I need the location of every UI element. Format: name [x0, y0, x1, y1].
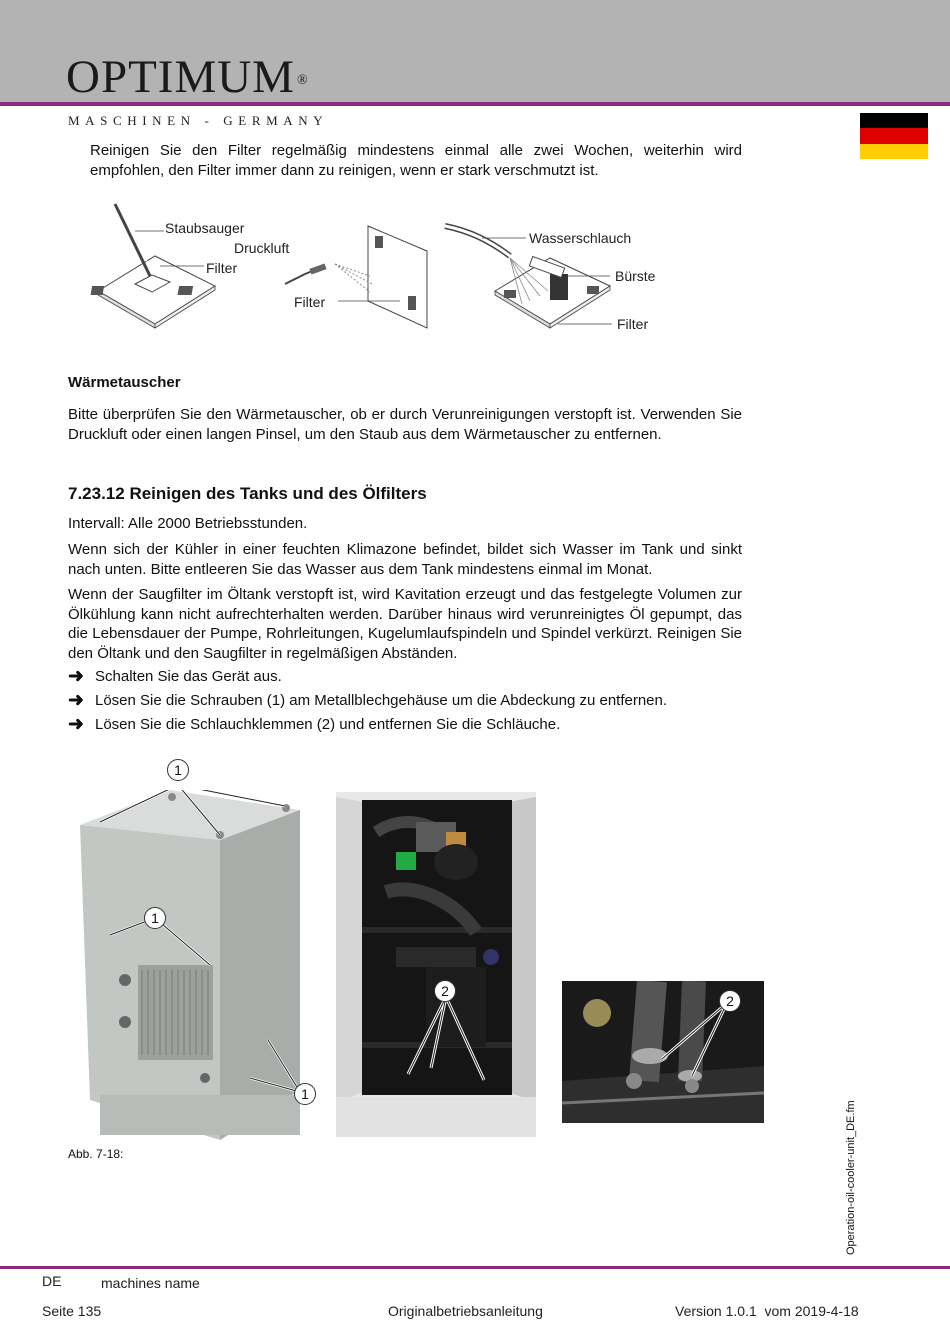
- footer-page-number: Seite 135: [42, 1303, 102, 1319]
- label-filter-vacuum: Filter: [206, 260, 238, 276]
- flag-stripe-black: [860, 113, 928, 128]
- callout-badge: 1: [294, 1083, 316, 1105]
- step-2-text: Lösen Sie die Schrauben (1) am Metallblechgehäuse um die Abdeckung zu entfernen.: [95, 692, 668, 709]
- humidity-paragraph: Wenn sich der Kühler in einer feuchten Klimazone befindet, bildet sich Wasser im Tank und sinkt nach unten. Bitte entleeren Sie das Wasser aus dem Tank mindestens einmal im Monat.: [68, 541, 742, 578]
- registered-mark: ®: [296, 73, 309, 88]
- interval-text: Intervall: Alle 2000 Betriebsstunden.: [68, 515, 308, 532]
- suction-filter-paragraph: Wenn der Saugfilter im Öltank verstopft ist, wird Kavitation erzeugt und das festgelegte Volumen zur Ölkühlung kann nicht aufrechterhalten werden. Darüber hinaus wird verunreinigtes Öl gepumpt, das die Lebensdauer der Pumpe, Rohrleitungen, Kugelumlaufspindeln und Spindel verkürzt. Reinigen Sie den Öltank und den Saugfilter in regelmäßigen Abständen.: [68, 586, 742, 662]
- footer-divider: [0, 1266, 950, 1269]
- callout-badge: 1: [167, 759, 189, 781]
- section-title: 7.23.12 Reinigen des Tanks und des Ölfilters: [68, 484, 427, 503]
- callout-badge: 2: [719, 990, 741, 1012]
- brand-logo: [66, 52, 309, 102]
- footer-machine-name: machines name: [101, 1275, 200, 1291]
- arrow-right-icon: ➜: [68, 690, 84, 711]
- brand-name: OPTIMUM: [66, 51, 295, 103]
- flag-stripe-red: [860, 128, 928, 143]
- label-compressed-air: Druckluft: [234, 240, 290, 256]
- brand-tagline: MASCHINEN - GERMANY: [68, 113, 329, 128]
- arrow-right-icon: ➜: [68, 714, 84, 735]
- compressed-air-illustration: [285, 226, 427, 328]
- step-3: [68, 715, 560, 734]
- intro-paragraph: Reinigen Sie den Filter regelmäßig mindestens einmal alle zwei Wochen, weiterhin wird empfohlen, den Filter immer dann zu reinigen, wenn er stark verschmutzt ist.: [90, 142, 742, 179]
- heat-exchanger-text: Bitte überprüfen Sie den Wärmetauscher, ob er durch Verunreinigungen verstopft ist. Verwenden Sie Druckluft oder einen langen Pinsel, um den Staub aus dem Wärmetauscher zu entfernen.: [68, 406, 742, 443]
- callout-badge: 2: [434, 980, 456, 1002]
- label-vacuum: Staubsauger: [165, 220, 245, 236]
- footer-document-type: Originalbetriebsanleitung: [388, 1303, 543, 1319]
- footer-version: Version 1.0.1 vom 2019-4-18: [675, 1303, 859, 1319]
- photo-cooler-unit-open: [336, 792, 536, 1137]
- side-filename: Operation-oil-cooler-unit_DE.fm: [845, 1100, 857, 1255]
- label-filter-air: Filter: [294, 294, 326, 310]
- footer-language: DE: [42, 1273, 62, 1289]
- label-water-hose: Wasserschlauch: [529, 230, 632, 246]
- callout-badge: 1: [144, 907, 166, 929]
- heat-exchanger-heading: Wärmetauscher: [68, 374, 181, 391]
- step-1-text: Schalten Sie das Gerät aus.: [95, 668, 282, 685]
- figure-caption: Abb. 7-18:: [68, 1147, 124, 1161]
- step-1: [68, 667, 282, 686]
- german-flag-icon: [860, 113, 928, 159]
- arrow-right-icon: ➜: [68, 666, 84, 687]
- step-3-text: Lösen Sie die Schlauchklemmen (2) und entfernen Sie die Schläuche.: [95, 716, 561, 733]
- filter-cleaning-diagram: [90, 196, 650, 346]
- step-2: [68, 691, 667, 710]
- photo-cooler-unit-closed: [80, 790, 320, 1145]
- label-filter-water: Filter: [617, 316, 649, 332]
- flag-stripe-gold: [860, 144, 928, 159]
- label-brush: Bürste: [615, 268, 656, 284]
